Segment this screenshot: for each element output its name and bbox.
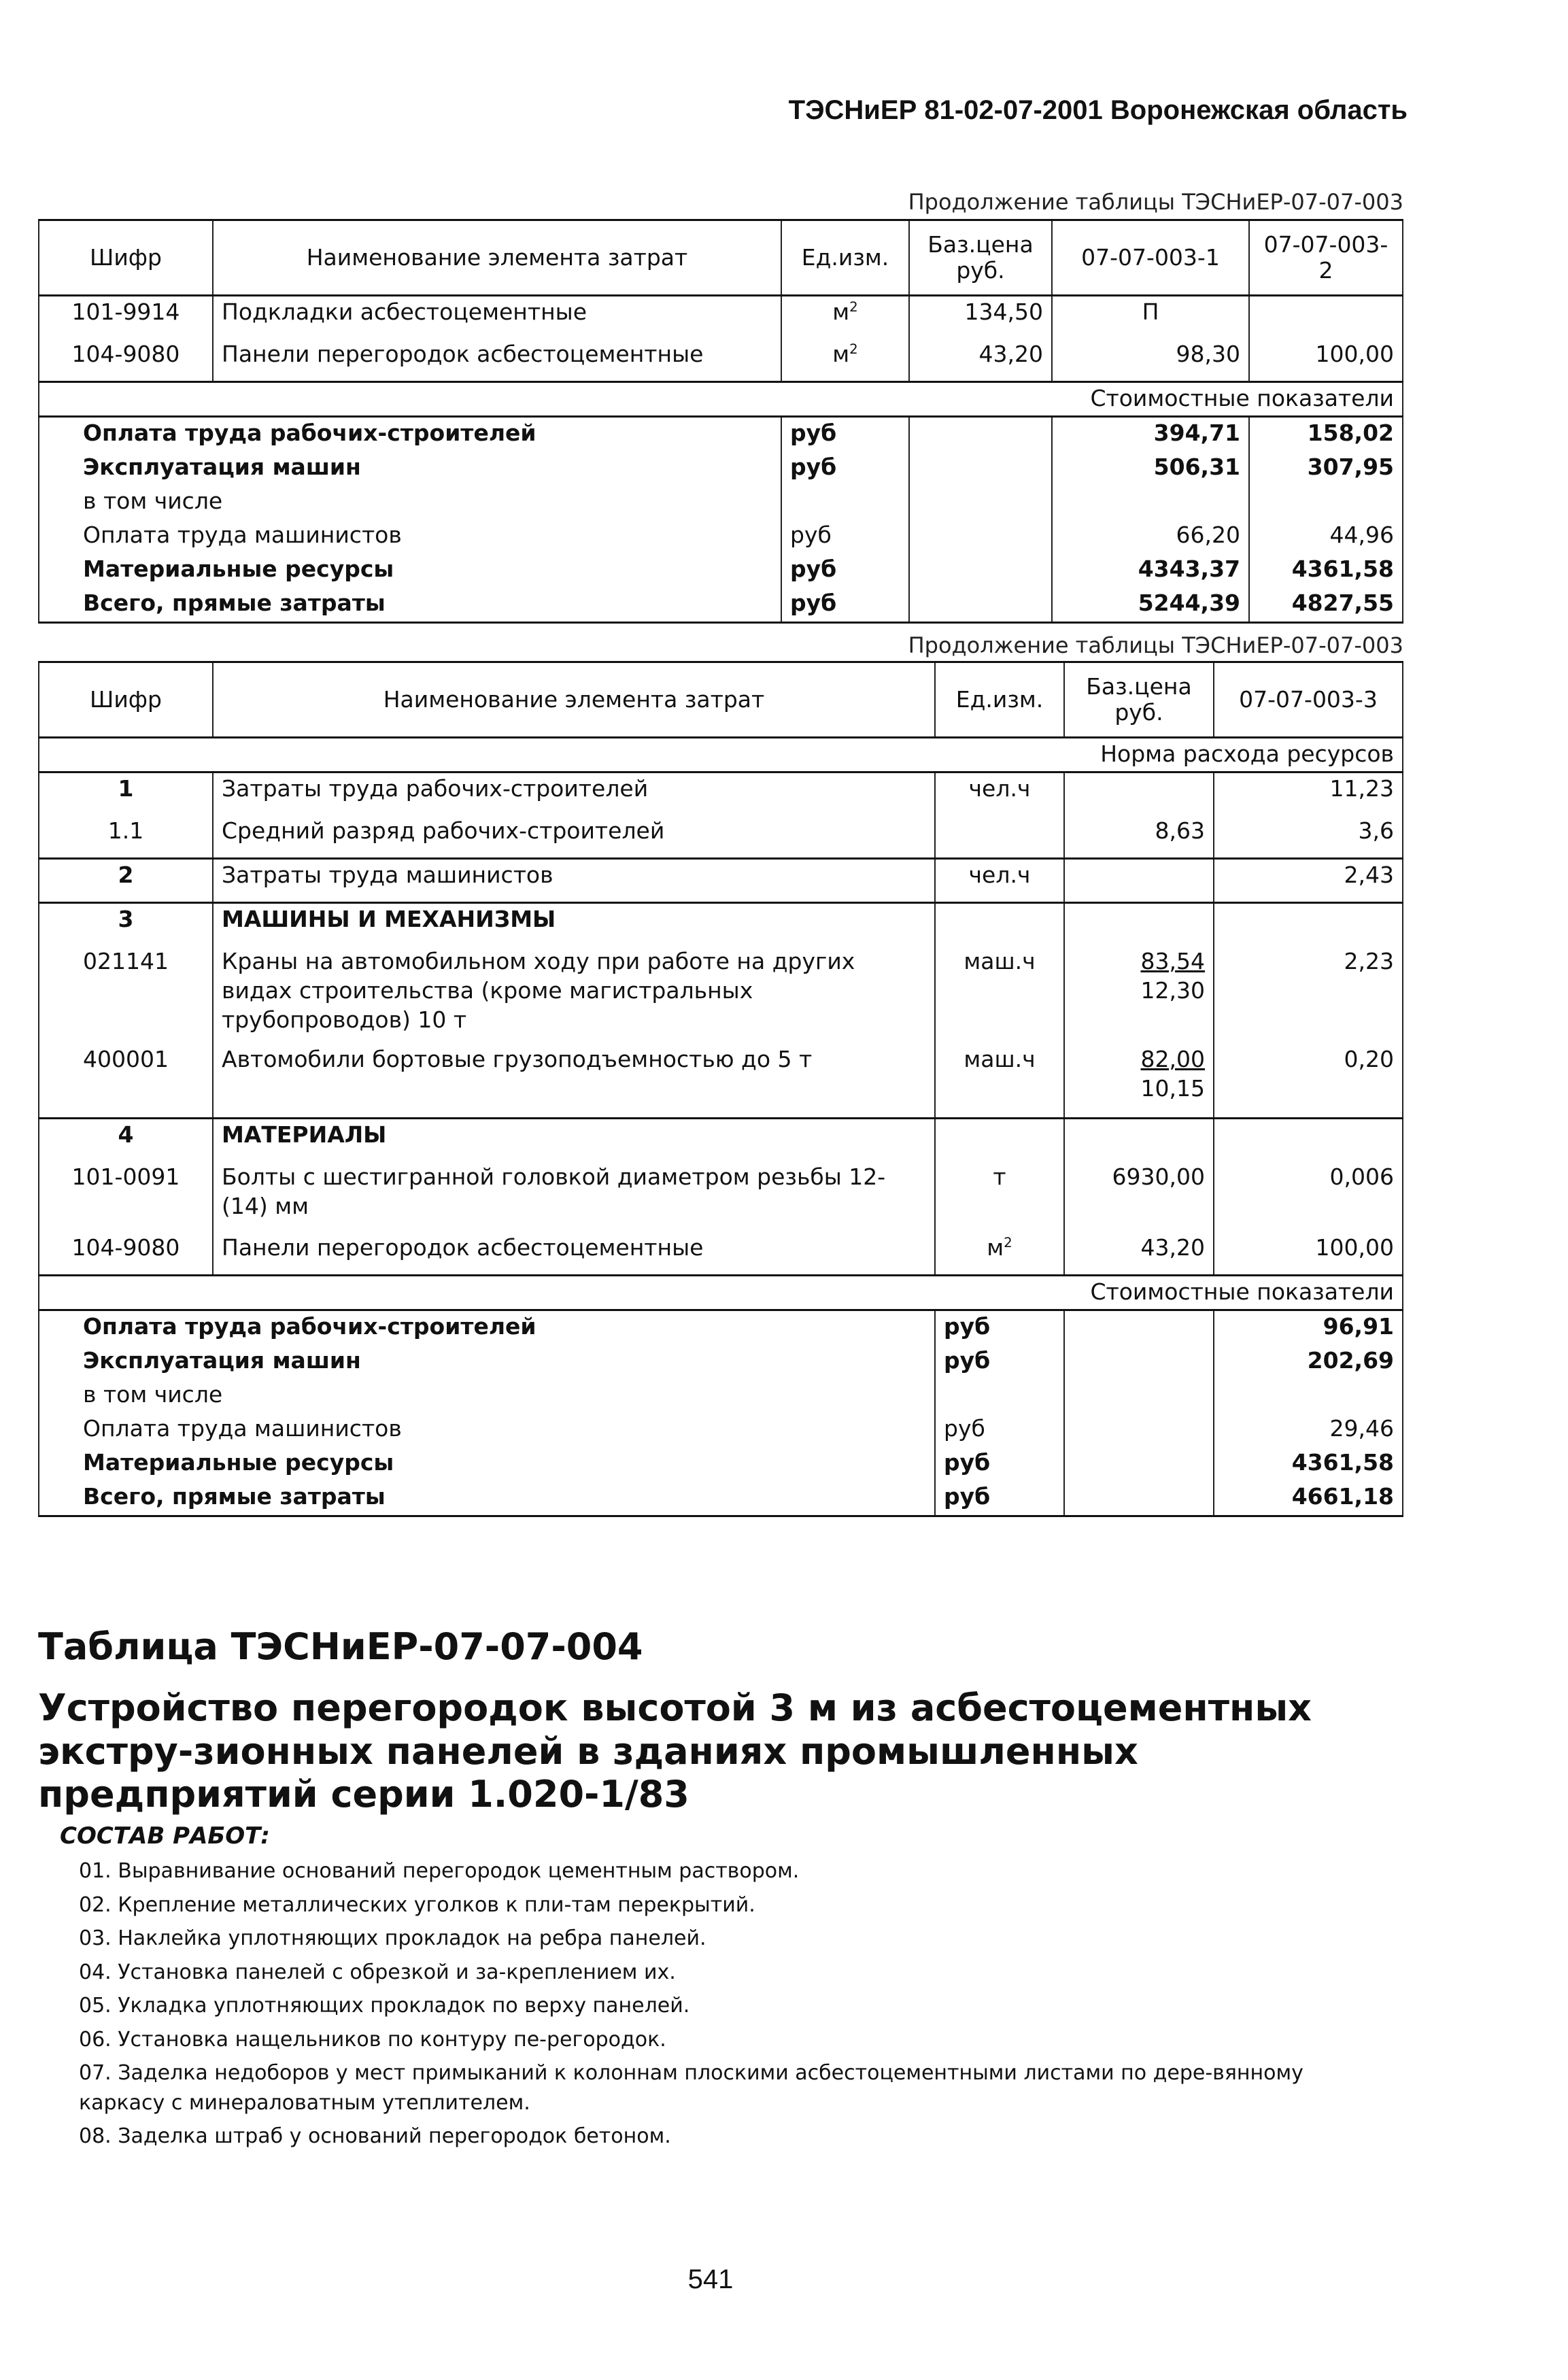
band-row xyxy=(39,738,1403,772)
cell-name: Затраты труда машинистов xyxy=(213,859,935,903)
works-heading: СОСТАВ РАБОТ: xyxy=(60,1822,270,1850)
cell-empty xyxy=(935,1119,1064,1162)
cell-code: 101-0091 xyxy=(39,1161,213,1232)
cost-empty xyxy=(1064,1413,1214,1447)
cost-value xyxy=(1052,486,1249,520)
col-header: 07-07-003-2 xyxy=(1249,220,1403,296)
cell-value: 0,20 xyxy=(1214,1044,1403,1119)
cell-value: 2,23 xyxy=(1214,946,1403,1044)
cost-row xyxy=(39,1379,1403,1413)
section-title: МАТЕРИАЛЫ xyxy=(213,1119,935,1162)
cell-code: 101-9914 xyxy=(39,296,213,339)
list-item: 01. Выравнивание оснований перегородок цементным раствором. xyxy=(79,1859,800,1883)
cell-price xyxy=(1064,772,1214,816)
table2-header-row xyxy=(39,662,1403,738)
cost-row xyxy=(39,1447,1403,1481)
cost-unit: руб xyxy=(781,452,909,486)
cost-name: в том числе xyxy=(39,486,781,520)
page-number: 541 xyxy=(687,2264,734,2294)
price-wage: 10,15 xyxy=(1140,1074,1205,1102)
cost-empty xyxy=(1064,1447,1214,1481)
cost-row xyxy=(39,1413,1403,1447)
cost-name: Эксплуатация машин xyxy=(39,1345,935,1379)
cost-name: Всего, прямые затраты xyxy=(39,1481,935,1516)
cost-unit: руб xyxy=(781,554,909,588)
cell-empty xyxy=(935,903,1064,947)
table-row xyxy=(39,296,1403,339)
col-header: Ед.изм. xyxy=(781,220,909,296)
cost-row xyxy=(39,554,1403,588)
cell-empty xyxy=(1214,903,1403,947)
cost-name: Материальные ресурсы xyxy=(39,554,781,588)
table1-caption: Продолжение таблицы ТЭСНиЕР-07-07-003 xyxy=(908,189,1403,215)
cost-name: Эксплуатация машин xyxy=(39,452,781,486)
price-total: 83,54 xyxy=(1140,948,1205,974)
band-row xyxy=(39,1276,1403,1310)
cell-name: Краны на автомобильном ходу при работе на других видах строительства (кроме магистральных трубопроводов) 10 т xyxy=(213,946,935,1044)
cost-value: 29,46 xyxy=(1214,1413,1403,1447)
cost-empty xyxy=(909,588,1052,623)
cost-row xyxy=(39,1345,1403,1379)
table2-caption: Продолжение таблицы ТЭСНиЕР-07-07-003 xyxy=(908,632,1403,658)
cell-value: 100,00 xyxy=(1249,339,1403,382)
col-header: Ед.изм. xyxy=(935,662,1064,738)
cell-value: 98,30 xyxy=(1052,339,1249,382)
list-item: 06. Установка нащельников по контуру пе-регородок. xyxy=(79,2027,666,2052)
table-row xyxy=(39,772,1403,816)
cost-unit xyxy=(781,486,909,520)
cell-name: Затраты труда рабочих-строителей xyxy=(213,772,935,816)
list-item: 03. Наклейка уплотняющих прокладок на ребра панелей. xyxy=(79,1926,706,1950)
cell-code: 2 xyxy=(39,859,213,903)
cost-value: 4361,58 xyxy=(1249,554,1403,588)
cell-unit: $м^2$ xyxy=(781,339,909,382)
table2 xyxy=(38,661,1403,1517)
cost-unit: руб xyxy=(781,520,909,554)
list-item: 02. Крепление металлических уголков к пли-там перекрытий. xyxy=(79,1892,755,1917)
cost-unit xyxy=(935,1379,1064,1413)
cell-price: 43,20 xyxy=(1064,1232,1214,1276)
col-header: 07-07-003-1 xyxy=(1052,220,1249,296)
page-header: ТЭСНиЕР 81-02-07-2001 Воронежская область xyxy=(788,95,1408,125)
cost-empty xyxy=(1064,1345,1214,1379)
cost-unit: руб xyxy=(935,1413,1064,1447)
table1 xyxy=(38,219,1403,624)
section-title: Таблица ТЭСНиЕР-07-07-004 xyxy=(38,1625,643,1668)
cell-value: 11,23 xyxy=(1214,772,1403,816)
cost-value: 158,02 xyxy=(1249,417,1403,452)
col-header: Шифр xyxy=(39,220,213,296)
cost-name: Оплата труда машинистов xyxy=(39,1413,935,1447)
cost-value: 307,95 xyxy=(1249,452,1403,486)
cell-code: 021141 xyxy=(39,946,213,1044)
cost-empty xyxy=(909,417,1052,452)
cost-value: 4661,18 xyxy=(1214,1481,1403,1516)
table-row xyxy=(39,1161,1403,1232)
list-item: 08. Заделка штраб у оснований перегородок бетоном. xyxy=(79,2124,671,2148)
cost-unit: руб xyxy=(781,417,909,452)
cell-name: Средний разряд рабочих-строителей xyxy=(213,815,935,859)
cell-unit: чел.ч xyxy=(935,859,1064,903)
cell-name: Панели перегородок асбестоцементные xyxy=(213,339,781,382)
cost-name: Оплата труда рабочих-строителей xyxy=(39,417,781,452)
cell-unit xyxy=(935,815,1064,859)
list-item: 07. Заделка недоборов у мест примыканий к колоннам плоскими асбестоцементными листами по дере-вянному каркасу с минераловатным утеплителем. xyxy=(79,2061,1303,2115)
table-row xyxy=(39,859,1403,903)
cell-code: 1 xyxy=(39,772,213,816)
band-label: Норма расхода ресурсов xyxy=(39,738,1403,772)
cell-code: 3 xyxy=(39,903,213,947)
cost-value: 202,69 xyxy=(1214,1345,1403,1379)
cost-value: 4343,37 xyxy=(1052,554,1249,588)
cost-row xyxy=(39,417,1403,452)
cell-name: Автомобили бортовые грузоподъемностью до 5 т xyxy=(213,1044,935,1119)
cost-empty xyxy=(1064,1379,1214,1413)
cell-value xyxy=(1249,296,1403,339)
cell-price: 43,20 xyxy=(909,339,1052,382)
cost-value: 506,31 xyxy=(1052,452,1249,486)
col-header: Наименование элемента затрат xyxy=(213,662,935,738)
cost-row xyxy=(39,486,1403,520)
works-list xyxy=(79,1856,1371,2156)
section-subtitle: Устройство перегородок высотой 3 м из асбестоцементных экстру-зионных панелей в зданиях промышленных предприятий серии 1.020-1/83 xyxy=(38,1686,1312,1816)
cell-name: Болты с шестигранной головкой диаметром резьбы 12-(14) мм xyxy=(213,1161,935,1232)
cost-row xyxy=(39,588,1403,623)
cell-unit: маш.ч xyxy=(935,1044,1064,1119)
cell-unit: $м^2$ xyxy=(781,296,909,339)
cost-empty xyxy=(1064,1481,1214,1516)
cost-value: 394,71 xyxy=(1052,417,1249,452)
cost-row xyxy=(39,1310,1403,1346)
cell-value: 3,6 xyxy=(1214,815,1403,859)
col-header: 07-07-003-3 xyxy=(1214,662,1403,738)
col-header: Баз.цена руб. xyxy=(1064,662,1214,738)
cell-price: 8,63 xyxy=(1064,815,1214,859)
section-title: МАШИНЫ И МЕХАНИЗМЫ xyxy=(213,903,935,947)
table-row xyxy=(39,946,1403,1044)
table-row xyxy=(39,1232,1403,1276)
cell-unit: чел.ч xyxy=(935,772,1064,816)
cell-price: 6930,00 xyxy=(1064,1161,1214,1232)
col-header: Наименование элемента затрат xyxy=(213,220,781,296)
cell-code: 104-9080 xyxy=(39,1232,213,1276)
table-row xyxy=(39,339,1403,382)
cell-value: 2,43 xyxy=(1214,859,1403,903)
list-item: 05. Укладка уплотняющих прокладок по верху панелей. xyxy=(79,1994,690,2018)
cost-name: Оплата труда машинистов xyxy=(39,520,781,554)
cost-value: 66,20 xyxy=(1052,520,1249,554)
cell-name: Подкладки асбестоцементные xyxy=(213,296,781,339)
cost-unit: руб xyxy=(935,1310,1064,1346)
cost-value: 96,91 xyxy=(1214,1310,1403,1346)
cost-value: 4361,58 xyxy=(1214,1447,1403,1481)
cell-price: 134,50 xyxy=(909,296,1052,339)
cell-empty xyxy=(1064,903,1214,947)
cost-value xyxy=(1249,486,1403,520)
cost-empty xyxy=(909,452,1052,486)
price-wage: 12,30 xyxy=(1140,976,1205,1004)
cost-name: Материальные ресурсы xyxy=(39,1447,935,1481)
cell-code: 4 xyxy=(39,1119,213,1162)
cost-name: в том числе xyxy=(39,1379,935,1413)
band-label: Стоимостные показатели xyxy=(39,1276,1403,1310)
cost-name: Оплата труда рабочих-строителей xyxy=(39,1310,935,1346)
cost-empty xyxy=(1064,1310,1214,1346)
cost-value: 5244,39 xyxy=(1052,588,1249,623)
band-row xyxy=(39,382,1403,417)
cost-value: 4827,55 xyxy=(1249,588,1403,623)
cell-unit: $м^2$ xyxy=(935,1232,1064,1276)
section-row xyxy=(39,1119,1403,1162)
cell-empty xyxy=(1064,1119,1214,1162)
cost-unit: руб xyxy=(935,1481,1064,1516)
cost-unit: руб xyxy=(781,588,909,623)
cell-empty xyxy=(1214,1119,1403,1162)
list-item: 04. Установка панелей с обрезкой и за-креплением их. xyxy=(79,1960,676,1984)
cell-value: 100,00 xyxy=(1214,1232,1403,1276)
cell-price xyxy=(1064,1044,1214,1119)
cell-unit: маш.ч xyxy=(935,946,1064,1044)
cost-value xyxy=(1214,1379,1403,1413)
price-total: 82,00 xyxy=(1140,1046,1205,1072)
cell-price xyxy=(1064,859,1214,903)
cost-row xyxy=(39,520,1403,554)
table-row xyxy=(39,1044,1403,1119)
cell-code: 104-9080 xyxy=(39,339,213,382)
cell-price xyxy=(1064,946,1214,1044)
table-row xyxy=(39,815,1403,859)
cost-row xyxy=(39,1481,1403,1516)
cost-unit: руб xyxy=(935,1447,1064,1481)
cell-code: 1.1 xyxy=(39,815,213,859)
cell-code: 400001 xyxy=(39,1044,213,1119)
col-header: Шифр xyxy=(39,662,213,738)
cell-value: П xyxy=(1052,296,1249,339)
cost-empty xyxy=(909,520,1052,554)
cell-name: Панели перегородок асбестоцементные xyxy=(213,1232,935,1276)
cell-unit: т xyxy=(935,1161,1064,1232)
cost-value: 44,96 xyxy=(1249,520,1403,554)
col-header: Баз.цена руб. xyxy=(909,220,1052,296)
table1-header-row xyxy=(39,220,1403,296)
section-row xyxy=(39,903,1403,947)
cost-name: Всего, прямые затраты xyxy=(39,588,781,623)
cost-empty xyxy=(909,554,1052,588)
cost-unit: руб xyxy=(935,1345,1064,1379)
band-label: Стоимостные показатели xyxy=(39,382,1403,417)
cost-row xyxy=(39,452,1403,486)
cost-empty xyxy=(909,486,1052,520)
cell-value: 0,006 xyxy=(1214,1161,1403,1232)
